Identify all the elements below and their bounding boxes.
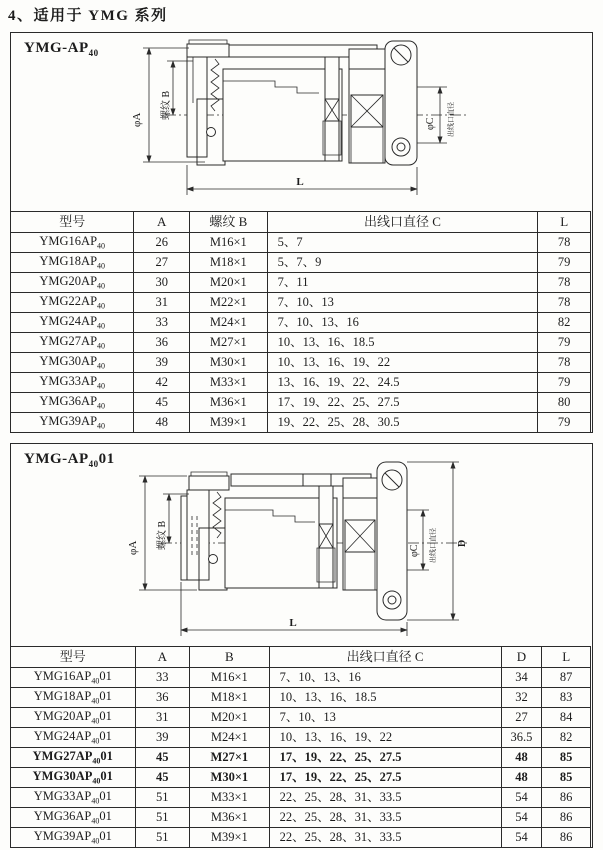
- table-row: [11, 333, 591, 353]
- c-cell: 22、25、28、31、33.5: [269, 788, 501, 808]
- spec-table-ap40: [10, 211, 591, 433]
- model-cell: $YMG22AP_{40}$: [11, 293, 134, 313]
- table-row: [11, 293, 591, 313]
- l-cell: 84: [542, 708, 591, 728]
- model-cell: $YMG20AP_{40}$: [11, 273, 134, 293]
- c-cell: 17、19、22、25、27.5: [269, 748, 501, 768]
- table-row: [11, 233, 591, 253]
- col-header-model: 型号: [11, 647, 136, 668]
- a-cell: 45: [135, 768, 190, 788]
- col-header-model: 型号: [11, 212, 134, 233]
- b-cell: M27×1: [190, 748, 270, 768]
- l-cell: 79: [538, 253, 591, 273]
- l-cell: 82: [538, 313, 591, 333]
- table-row: [11, 373, 591, 393]
- table-row: [11, 413, 591, 433]
- c-cell: 10、13、16、18.5: [267, 333, 538, 353]
- dimension-phi-c: [407, 510, 437, 570]
- connector-body: [187, 40, 417, 165]
- mounting-hole-icon: [392, 138, 410, 156]
- table-row: [11, 273, 591, 293]
- c-cell: 5、7、9: [267, 253, 538, 273]
- a-cell: 42: [134, 373, 190, 393]
- a-cell: 51: [135, 828, 190, 848]
- c-cell: 17、19、22、25、27.5: [269, 768, 501, 788]
- table-row: [11, 688, 591, 708]
- thread-cell: M33×1: [190, 373, 268, 393]
- table-row: [11, 353, 591, 373]
- l-cell: 78: [538, 353, 591, 373]
- c-cell: 5、7: [267, 233, 538, 253]
- model-cell: $YMG36AP_{40}$: [11, 393, 134, 413]
- col-header-c: 出线口直径 C: [267, 212, 538, 233]
- svg-text:φC: φC: [409, 544, 420, 557]
- l-cell: 80: [538, 393, 591, 413]
- c-cell: 10、13、16、19、22: [269, 728, 501, 748]
- svg-text:螺纹 B: 螺纹 B: [161, 90, 172, 120]
- svg-text:出线口直径: 出线口直径: [447, 102, 455, 137]
- a-cell: 39: [135, 728, 190, 748]
- section-ymg-ap40-01: [10, 443, 593, 848]
- mounting-hole-icon: [383, 591, 401, 609]
- c-cell: 10、13、16、18.5: [269, 688, 501, 708]
- svg-text:螺纹 B: 螺纹 B: [157, 520, 168, 550]
- table-row: [11, 668, 591, 688]
- model-cell: $YMG33AP_{40}01$: [11, 788, 136, 808]
- col-header-thread: 螺纹 B: [190, 212, 268, 233]
- table-row: [11, 748, 591, 768]
- c-cell: 7、10、13: [269, 708, 501, 728]
- col-header-l: L: [538, 212, 591, 233]
- a-cell: 31: [135, 708, 190, 728]
- model-cell: $YMG33AP_{40}$: [11, 373, 134, 393]
- d-cell: 48: [501, 748, 542, 768]
- d-cell: 36.5: [501, 728, 542, 748]
- thread-cell: M39×1: [190, 413, 268, 433]
- a-cell: 51: [135, 788, 190, 808]
- d-cell: 54: [501, 788, 542, 808]
- b-cell: M30×1: [190, 768, 270, 788]
- l-cell: 78: [538, 293, 591, 313]
- connector-body: [181, 462, 407, 620]
- l-cell: 86: [542, 808, 591, 828]
- series-label-sub: 40: [88, 459, 99, 469]
- thread-cell: M16×1: [190, 233, 268, 253]
- model-cell: $YMG20AP_{40}01$: [11, 708, 136, 728]
- d-cell: 27: [501, 708, 542, 728]
- a-cell: 31: [134, 293, 190, 313]
- page-title: 4、适用于 YMG 系列: [8, 8, 168, 24]
- series-label-suffix: 01: [98, 451, 115, 467]
- col-header-a: A: [135, 647, 190, 668]
- l-cell: 87: [542, 668, 591, 688]
- a-cell: 48: [134, 413, 190, 433]
- a-cell: 36: [134, 333, 190, 353]
- model-cell: $YMG24AP_{40}01$: [11, 728, 136, 748]
- l-cell: 78: [538, 273, 591, 293]
- b-cell: M39×1: [190, 828, 270, 848]
- d-cell: 34: [501, 668, 542, 688]
- b-cell: M36×1: [190, 808, 270, 828]
- col-header-d: D: [501, 647, 542, 668]
- b-cell: M33×1: [190, 788, 270, 808]
- dimension-l: [187, 165, 417, 195]
- table-row: [11, 828, 591, 848]
- c-cell: 17、19、22、25、27.5: [267, 393, 538, 413]
- table-row: [11, 768, 591, 788]
- a-cell: 51: [135, 808, 190, 828]
- table-header-row: [11, 647, 591, 668]
- a-cell: 36: [135, 688, 190, 708]
- l-cell: 79: [538, 413, 591, 433]
- c-cell: 7、10、13: [267, 293, 538, 313]
- l-cell: 78: [538, 233, 591, 253]
- model-cell: $YMG18AP_{40}01$: [11, 688, 136, 708]
- c-cell: 13、16、19、22、24.5: [267, 373, 538, 393]
- d-cell: 54: [501, 828, 542, 848]
- a-cell: 30: [134, 273, 190, 293]
- l-cell: 85: [542, 768, 591, 788]
- l-cell: 86: [542, 788, 591, 808]
- l-cell: 79: [538, 373, 591, 393]
- b-cell: M20×1: [190, 708, 270, 728]
- c-cell: 10、13、16、19、22: [267, 353, 538, 373]
- model-cell: $YMG18AP_{40}$: [11, 253, 134, 273]
- svg-text:φA: φA: [131, 112, 143, 127]
- table-row: [11, 728, 591, 748]
- b-cell: M18×1: [190, 688, 270, 708]
- model-cell: $YMG27AP_{40}$: [11, 333, 134, 353]
- c-cell: 7、11: [267, 273, 538, 293]
- svg-text:出线口直径: 出线口直径: [429, 528, 437, 563]
- table-row: [11, 253, 591, 273]
- series-label: [24, 40, 99, 58]
- model-cell: $YMG16AP_{40}$: [11, 233, 134, 253]
- l-cell: 86: [542, 828, 591, 848]
- l-cell: 79: [538, 333, 591, 353]
- col-header-c: 出线口直径 C: [269, 647, 501, 668]
- thread-cell: M36×1: [190, 393, 268, 413]
- c-cell: 7、10、13、16: [267, 313, 538, 333]
- table-header-row: [11, 212, 591, 233]
- table-row: [11, 313, 591, 333]
- c-cell: 22、25、28、31、33.5: [269, 808, 501, 828]
- model-cell: $YMG36AP_{40}01$: [11, 808, 136, 828]
- model-cell: $YMG30AP_{40}$: [11, 353, 134, 373]
- model-cell: $YMG30AP_{40}01$: [11, 768, 136, 788]
- screw-head-icon: [382, 470, 402, 490]
- d-cell: 32: [501, 688, 542, 708]
- dimension-d: [407, 462, 468, 620]
- c-cell: 7、10、13、16: [269, 668, 501, 688]
- table-row: [11, 393, 591, 413]
- col-header-l: L: [542, 647, 591, 668]
- connector-cross-section-drawing: [127, 35, 472, 209]
- series-label-sub: 40: [88, 48, 99, 58]
- svg-text:φC: φC: [425, 117, 436, 130]
- l-cell: 83: [542, 688, 591, 708]
- a-cell: 45: [134, 393, 190, 413]
- a-cell: 39: [134, 353, 190, 373]
- spec-table-ap40-01: [10, 646, 591, 848]
- model-cell: $YMG16AP_{40}01$: [11, 668, 136, 688]
- a-cell: 33: [135, 668, 190, 688]
- table-row: [11, 808, 591, 828]
- thread-cell: M27×1: [190, 333, 268, 353]
- d-cell: 54: [501, 808, 542, 828]
- c-cell: 22、25、28、31、33.5: [269, 828, 501, 848]
- thread-cell: M30×1: [190, 353, 268, 373]
- a-cell: 33: [134, 313, 190, 333]
- model-cell: $YMG24AP_{40}$: [11, 313, 134, 333]
- thread-cell: M20×1: [190, 273, 268, 293]
- col-header-b: B: [190, 647, 270, 668]
- col-header-a: A: [134, 212, 190, 233]
- model-cell: $YMG39AP_{40}01$: [11, 828, 136, 848]
- thread-cell: M18×1: [190, 253, 268, 273]
- svg-text:L: L: [296, 176, 304, 188]
- table-row: [11, 788, 591, 808]
- svg-text:φA: φA: [127, 540, 139, 555]
- b-cell: M16×1: [190, 668, 270, 688]
- c-cell: 19、22、25、28、30.5: [267, 413, 538, 433]
- a-cell: 45: [135, 748, 190, 768]
- connector-cross-section-drawing: [127, 458, 477, 642]
- svg-text:L: L: [289, 617, 297, 629]
- section-ymg-ap40: [10, 32, 593, 433]
- model-cell: $YMG27AP_{40}01$: [11, 748, 136, 768]
- screw-head-icon: [391, 45, 411, 65]
- model-cell: $YMG39AP_{40}$: [11, 413, 134, 433]
- b-cell: M24×1: [190, 728, 270, 748]
- a-cell: 27: [134, 253, 190, 273]
- l-cell: 85: [542, 748, 591, 768]
- series-label-base: YMG-AP: [24, 451, 89, 467]
- d-cell: 48: [501, 768, 542, 788]
- series-label: [24, 451, 115, 469]
- thread-cell: M24×1: [190, 313, 268, 333]
- svg-text:D: D: [457, 539, 468, 547]
- thread-cell: M22×1: [190, 293, 268, 313]
- series-label-base: YMG-AP: [24, 40, 89, 56]
- a-cell: 26: [134, 233, 190, 253]
- l-cell: 82: [542, 728, 591, 748]
- table-row: [11, 708, 591, 728]
